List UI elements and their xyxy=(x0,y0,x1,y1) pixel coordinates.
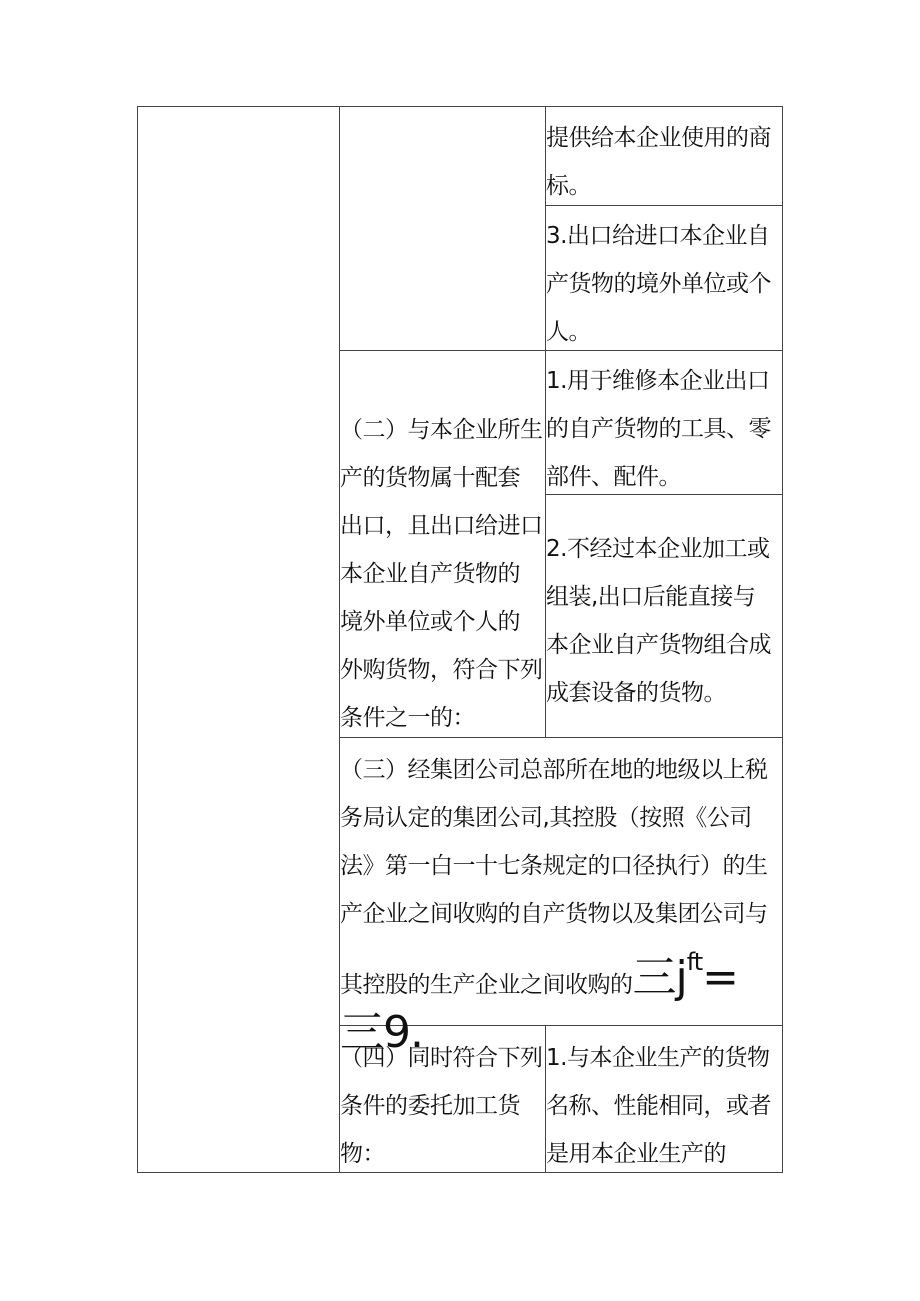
text-line: 务局认定的集团公司,其控股（按照《公司 xyxy=(340,805,752,831)
text-line: 人。 xyxy=(546,319,591,345)
text-line: 产企业之间收购的自产货物以及集团公司与 xyxy=(340,901,768,927)
text-line: 提供给本企业使用的商 xyxy=(546,125,771,151)
text-line: 产的货物属十配套 xyxy=(340,465,520,491)
cell-item-2-1 xyxy=(546,357,782,501)
text-line: 境外单位或个人的 xyxy=(340,609,520,635)
text-line: 2.不经过本企业加工或 xyxy=(546,536,770,562)
garbled-text: 三j xyxy=(632,952,687,1003)
text-line: 3.出口给进口本企业自 xyxy=(546,223,770,249)
table-border-right xyxy=(782,106,783,1173)
text-line: 条件的委托加工货 xyxy=(340,1093,520,1119)
table-border-top xyxy=(137,106,783,107)
cell-item-3 xyxy=(546,212,782,356)
text-line: 的自产货物的工具、零 xyxy=(546,416,771,442)
text-line: 是用本企业生产的 xyxy=(546,1141,726,1167)
text-line: 产货物的境外单位或个 xyxy=(546,271,771,297)
cell-clause-4 xyxy=(340,1034,545,1178)
text-line: 物： xyxy=(340,1141,385,1167)
text-line: （二）与本企业所生 xyxy=(340,417,543,443)
cell-item-2-2 xyxy=(546,525,782,717)
text-line: 部件、配件。 xyxy=(546,464,681,490)
table-border-left xyxy=(137,106,138,1173)
text-line: 法》第一白一十七条规定的口径执行）的生 xyxy=(340,853,768,879)
text-line: （四）同时符合下列 xyxy=(340,1045,543,1071)
text-line: 条件之一的： xyxy=(340,705,475,731)
cell-clause-3 xyxy=(340,746,782,1057)
text-line: 外购货物，符合下列 xyxy=(340,657,543,683)
text-line: 出口，且出口给进口 xyxy=(340,513,543,539)
text-line: 1.与本企业生产的货物 xyxy=(546,1045,770,1071)
text-line: 成套设备的货物。 xyxy=(546,680,726,706)
text-line: 标。 xyxy=(546,173,591,199)
text-line: 名称、性能相同，或者 xyxy=(546,1093,771,1119)
cell-item-4-1 xyxy=(546,1034,782,1178)
text-line: 本企业自产货物组合成 xyxy=(546,632,771,658)
text-line: （三）经集团公司总部所在地的地级以上税 xyxy=(340,757,768,783)
text-line: 组装,出口后能直接与 xyxy=(546,584,756,610)
cell-clause-2 xyxy=(340,406,545,742)
text-line: 本企业自产货物的 xyxy=(340,561,520,587)
garbled-text: = xyxy=(702,952,739,1003)
text-fragment: 其控股的生产企业之间收购的 xyxy=(340,972,633,998)
text-line: 1.用于维修本企业出口 xyxy=(546,368,770,394)
text-line-garbled xyxy=(340,938,782,1009)
garbled-text-line: 三9. xyxy=(340,1007,423,1057)
cell-trademark xyxy=(546,114,782,210)
garbled-superscript: ft xyxy=(686,948,703,976)
